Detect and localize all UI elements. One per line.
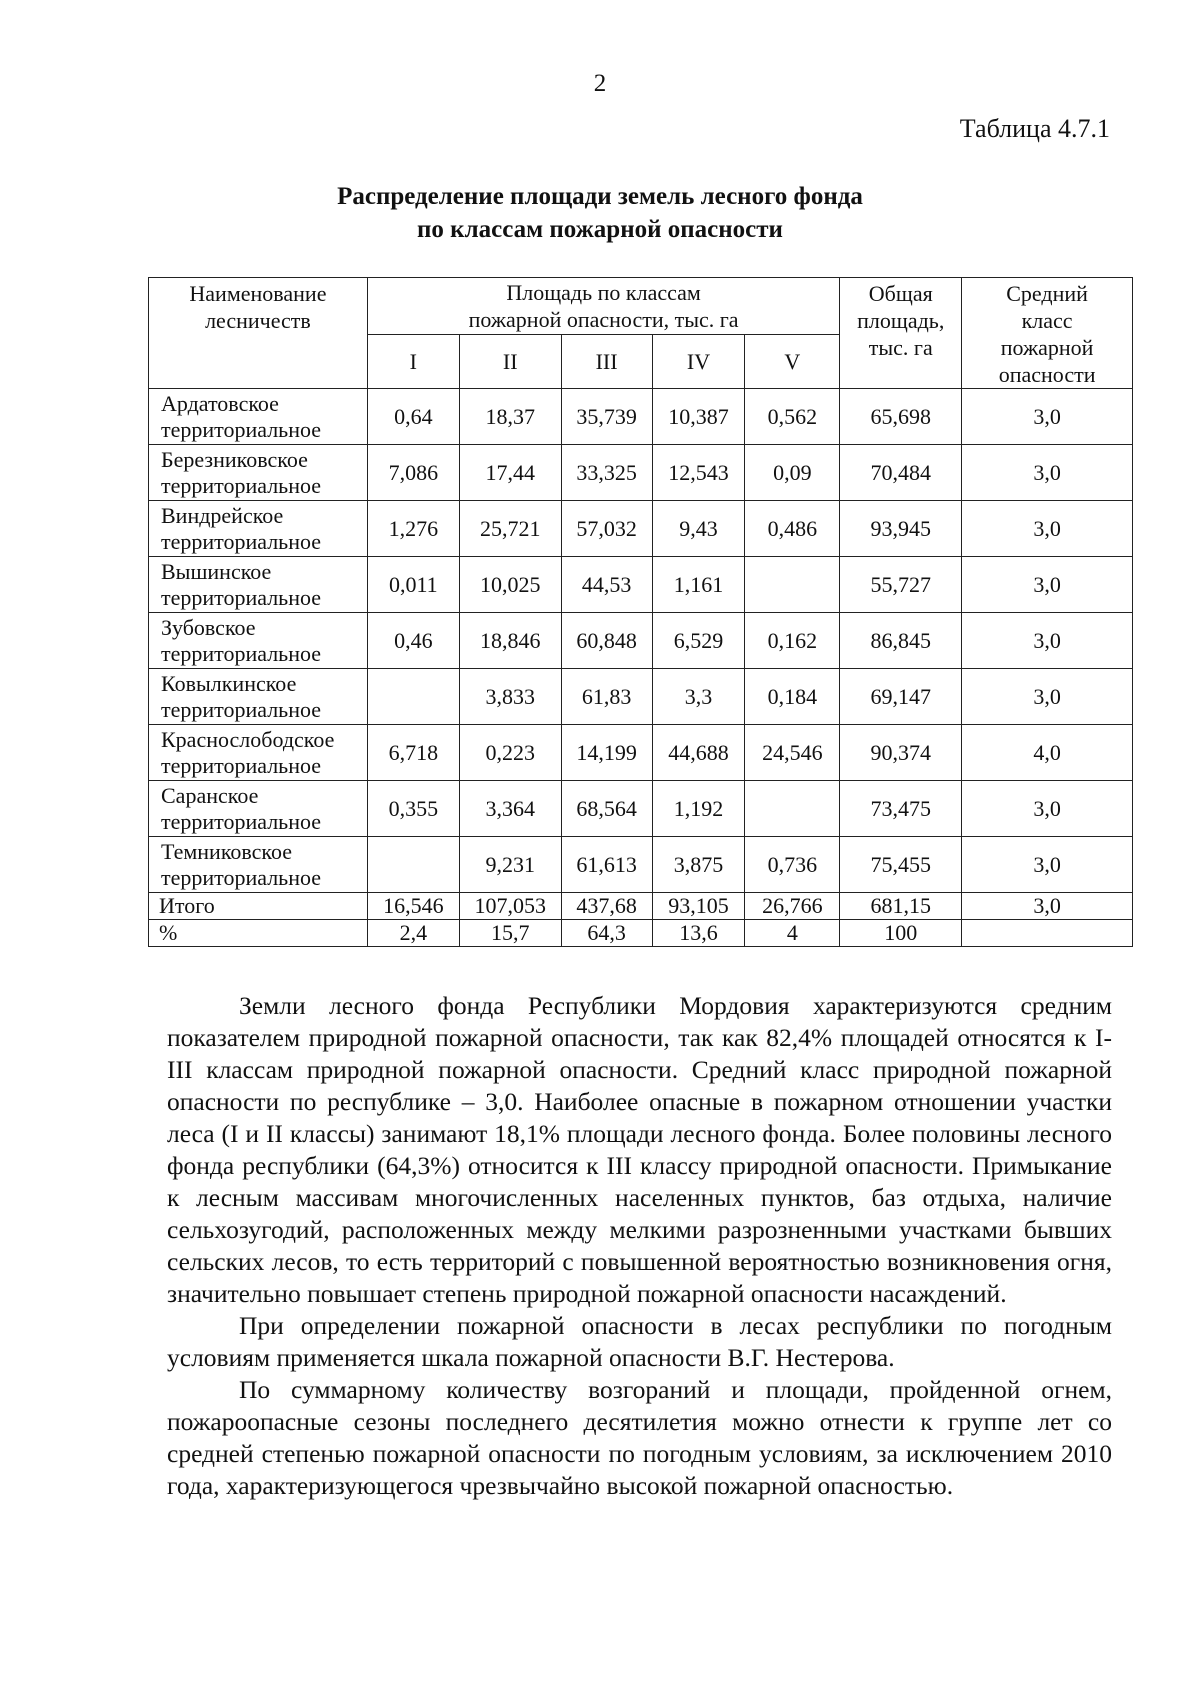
cell-total: 681,15 bbox=[840, 893, 962, 920]
header-avg-line-3: пожарной bbox=[1000, 335, 1094, 360]
forestry-type: территориальное bbox=[161, 416, 322, 442]
cell-c2: 18,846 bbox=[459, 613, 561, 669]
forestry-name-cell bbox=[149, 613, 368, 669]
table-row bbox=[149, 669, 1133, 725]
cell-c2: 18,37 bbox=[459, 389, 561, 445]
forestry-name: Темниковское bbox=[161, 838, 293, 864]
forestry-name: Зубовское bbox=[161, 614, 256, 640]
percent-row-label: % bbox=[149, 920, 368, 947]
page-number: 2 bbox=[593, 70, 607, 97]
header-class-4: IV bbox=[652, 334, 745, 388]
header-name-line-1: Наименование bbox=[189, 281, 327, 306]
cell-c1 bbox=[367, 837, 459, 893]
cell-c1: 0,355 bbox=[367, 781, 459, 837]
cell-c4: 10,387 bbox=[652, 389, 745, 445]
cell-avg: 3,0 bbox=[962, 837, 1133, 893]
cell-total: 73,475 bbox=[840, 781, 962, 837]
table-row bbox=[149, 501, 1133, 557]
cell-total: 69,147 bbox=[840, 669, 962, 725]
cell-c5: 0,09 bbox=[745, 445, 840, 501]
forestry-type: территориальное bbox=[161, 640, 322, 666]
cell-c5: 0,486 bbox=[745, 501, 840, 557]
cell-c2: 25,721 bbox=[459, 501, 561, 557]
cell-c3: 64,3 bbox=[561, 920, 652, 947]
cell-c2: 3,833 bbox=[459, 669, 561, 725]
forestry-type: территориальное bbox=[161, 752, 322, 778]
cell-c4: 44,688 bbox=[652, 725, 745, 781]
header-area-line-1: Площадь по классам bbox=[506, 279, 701, 305]
cell-c5 bbox=[745, 781, 840, 837]
cell-avg bbox=[962, 920, 1133, 947]
forestry-name-cell bbox=[149, 389, 368, 445]
forestry-name-cell bbox=[149, 781, 368, 837]
cell-total: 65,698 bbox=[840, 389, 962, 445]
header-total-line-1: Общая bbox=[868, 281, 933, 306]
paragraph-1: Земли лесного фонда Республики Мордовия характеризуются средним показателем природной пожарной опасности, так как 82,4% площадей относятся к I-III классам природной пожарной опасности. Средний класс природной пожарной опасности по республике – 3,0. Наиболее опасные в пожарном отношении участки леса (I и II классы) занимают 18,1% площади лесного фонда. Более половины лесного фонда республики (64,3%) относится к III классу природной опасности. Примыкание к лесным массивам многочисленных населенных пунктов, баз отдыха, наличие сельхозугодий, расположенных между мелкими разрозненными участками бывших сельских лесов, то есть территорий с повышенной вероятностью возникновения огня, значительно повышает степень природной пожарной опасности насаждений. bbox=[167, 991, 1112, 1308]
cell-c5: 0,184 bbox=[745, 669, 840, 725]
forestry-name: Березниковское bbox=[161, 446, 308, 472]
forestry-name-cell bbox=[149, 501, 368, 557]
cell-c3: 14,199 bbox=[561, 725, 652, 781]
cell-c1: 16,546 bbox=[367, 893, 459, 920]
cell-avg: 3,0 bbox=[962, 501, 1133, 557]
table-row bbox=[149, 725, 1133, 781]
header-class-3: III bbox=[561, 334, 652, 388]
cell-avg: 3,0 bbox=[962, 893, 1133, 920]
forestry-type: территориальное bbox=[161, 864, 322, 890]
cell-c5: 0,736 bbox=[745, 837, 840, 893]
table-row bbox=[149, 445, 1133, 501]
header-total-line-2: площадь, bbox=[857, 308, 945, 333]
forestry-name-cell bbox=[149, 445, 368, 501]
table-row bbox=[149, 389, 1133, 445]
cell-avg: 3,0 bbox=[962, 669, 1133, 725]
cell-total: 55,727 bbox=[840, 557, 962, 613]
cell-c3: 68,564 bbox=[561, 781, 652, 837]
body-text bbox=[167, 990, 1112, 1502]
cell-avg: 3,0 bbox=[962, 445, 1133, 501]
cell-avg: 3,0 bbox=[962, 557, 1133, 613]
cell-c1 bbox=[367, 669, 459, 725]
cell-c4: 12,543 bbox=[652, 445, 745, 501]
forestry-type: территориальное bbox=[161, 696, 322, 722]
cell-total: 70,484 bbox=[840, 445, 962, 501]
cell-c3: 60,848 bbox=[561, 613, 652, 669]
cell-c5: 0,562 bbox=[745, 389, 840, 445]
title-line-2: по классам пожарной опасности bbox=[417, 216, 783, 243]
fire-danger-table bbox=[148, 277, 1133, 947]
cell-c5: 26,766 bbox=[745, 893, 840, 920]
forestry-type: территориальное bbox=[161, 808, 322, 834]
cell-c5: 24,546 bbox=[745, 725, 840, 781]
cell-c2: 3,364 bbox=[459, 781, 561, 837]
forestry-name: Ардатовское bbox=[161, 390, 279, 416]
cell-c2: 9,231 bbox=[459, 837, 561, 893]
cell-c2: 107,053 bbox=[459, 893, 561, 920]
table-row bbox=[149, 613, 1133, 669]
cell-c2: 10,025 bbox=[459, 557, 561, 613]
cell-c3: 61,613 bbox=[561, 837, 652, 893]
cell-c3: 44,53 bbox=[561, 557, 652, 613]
header-area bbox=[367, 278, 839, 335]
cell-c4: 13,6 bbox=[652, 920, 745, 947]
table-row bbox=[149, 837, 1133, 893]
cell-avg: 3,0 bbox=[962, 781, 1133, 837]
forestry-name-cell bbox=[149, 669, 368, 725]
forestry-name-cell bbox=[149, 725, 368, 781]
cell-c2: 15,7 bbox=[459, 920, 561, 947]
percent-row bbox=[149, 920, 1133, 947]
cell-c1: 0,64 bbox=[367, 389, 459, 445]
title-line-1: Распределение площади земель лесного фонда bbox=[337, 183, 863, 210]
cell-c4: 1,192 bbox=[652, 781, 745, 837]
cell-c1: 2,4 bbox=[367, 920, 459, 947]
forestry-name-cell bbox=[149, 557, 368, 613]
forestry-name: Саранское bbox=[161, 782, 259, 808]
cell-c4: 6,529 bbox=[652, 613, 745, 669]
header-area-line-2: пожарной опасности, тыс. га bbox=[468, 306, 739, 332]
header-class-2: II bbox=[459, 334, 561, 388]
cell-c1: 6,718 bbox=[367, 725, 459, 781]
cell-c3: 61,83 bbox=[561, 669, 652, 725]
forestry-type: территориальное bbox=[161, 472, 322, 498]
header-avg-line-2: класс bbox=[1021, 308, 1073, 333]
cell-total: 90,374 bbox=[840, 725, 962, 781]
table-row bbox=[149, 557, 1133, 613]
forestry-name: Краснослободское bbox=[161, 726, 335, 752]
cell-c5: 4 bbox=[745, 920, 840, 947]
paragraph-3: По суммарному количеству возгораний и площади, пройденной огнем, пожароопасные сезоны последнего десятилетия можно отнести к группе лет со средней степенью пожарной опасности по погодным условиям, за исключением 2010 года, характеризующегося чрезвычайно высокой пожарной опасностью. bbox=[167, 1375, 1112, 1500]
cell-avg: 3,0 bbox=[962, 389, 1133, 445]
total-row bbox=[149, 893, 1133, 920]
header-total-line-3: тыс. га bbox=[868, 335, 933, 360]
total-row-label: Итого bbox=[149, 893, 368, 920]
forestry-type: территориальное bbox=[161, 528, 322, 554]
cell-c3: 57,032 bbox=[561, 501, 652, 557]
cell-c4: 93,105 bbox=[652, 893, 745, 920]
header-avg-line-1: Средний bbox=[1006, 281, 1088, 306]
cell-c4: 3,875 bbox=[652, 837, 745, 893]
cell-c1: 1,276 bbox=[367, 501, 459, 557]
header-name-line-2: лесничеств bbox=[205, 308, 311, 333]
forestry-type: территориальное bbox=[161, 584, 322, 610]
cell-total: 86,845 bbox=[840, 613, 962, 669]
header-row-1 bbox=[149, 278, 1133, 335]
forestry-name: Ковылкинское bbox=[161, 670, 297, 696]
forestry-name: Вышинское bbox=[161, 558, 272, 584]
cell-c1: 0,011 bbox=[367, 557, 459, 613]
paragraph-2: При определении пожарной опасности в лесах республики по погодным условиям применяется шкала пожарной опасности В.Г. Нестерова. bbox=[167, 1311, 1112, 1372]
cell-avg: 3,0 bbox=[962, 613, 1133, 669]
header-avg-line-4: опасности bbox=[998, 362, 1096, 387]
cell-total: 93,945 bbox=[840, 501, 962, 557]
table-title bbox=[0, 180, 1200, 246]
cell-c5 bbox=[745, 557, 840, 613]
cell-c2: 17,44 bbox=[459, 445, 561, 501]
cell-total: 100 bbox=[840, 920, 962, 947]
cell-c3: 437,68 bbox=[561, 893, 652, 920]
cell-c2: 0,223 bbox=[459, 725, 561, 781]
cell-c4: 3,3 bbox=[652, 669, 745, 725]
cell-c4: 1,161 bbox=[652, 557, 745, 613]
cell-c1: 0,46 bbox=[367, 613, 459, 669]
forestry-name-cell bbox=[149, 837, 368, 893]
table-label: Таблица 4.7.1 bbox=[959, 114, 1110, 143]
cell-avg: 4,0 bbox=[962, 725, 1133, 781]
header-average-class bbox=[962, 278, 1133, 389]
header-class-1: I bbox=[367, 334, 459, 388]
cell-c5: 0,162 bbox=[745, 613, 840, 669]
header-name bbox=[149, 278, 368, 389]
cell-c4: 9,43 bbox=[652, 501, 745, 557]
cell-total: 75,455 bbox=[840, 837, 962, 893]
cell-c1: 7,086 bbox=[367, 445, 459, 501]
cell-c3: 33,325 bbox=[561, 445, 652, 501]
header-class-5: V bbox=[745, 334, 840, 388]
forestry-name: Виндрейское bbox=[161, 502, 284, 528]
cell-c3: 35,739 bbox=[561, 389, 652, 445]
header-total-area bbox=[840, 278, 962, 389]
table-row bbox=[149, 781, 1133, 837]
